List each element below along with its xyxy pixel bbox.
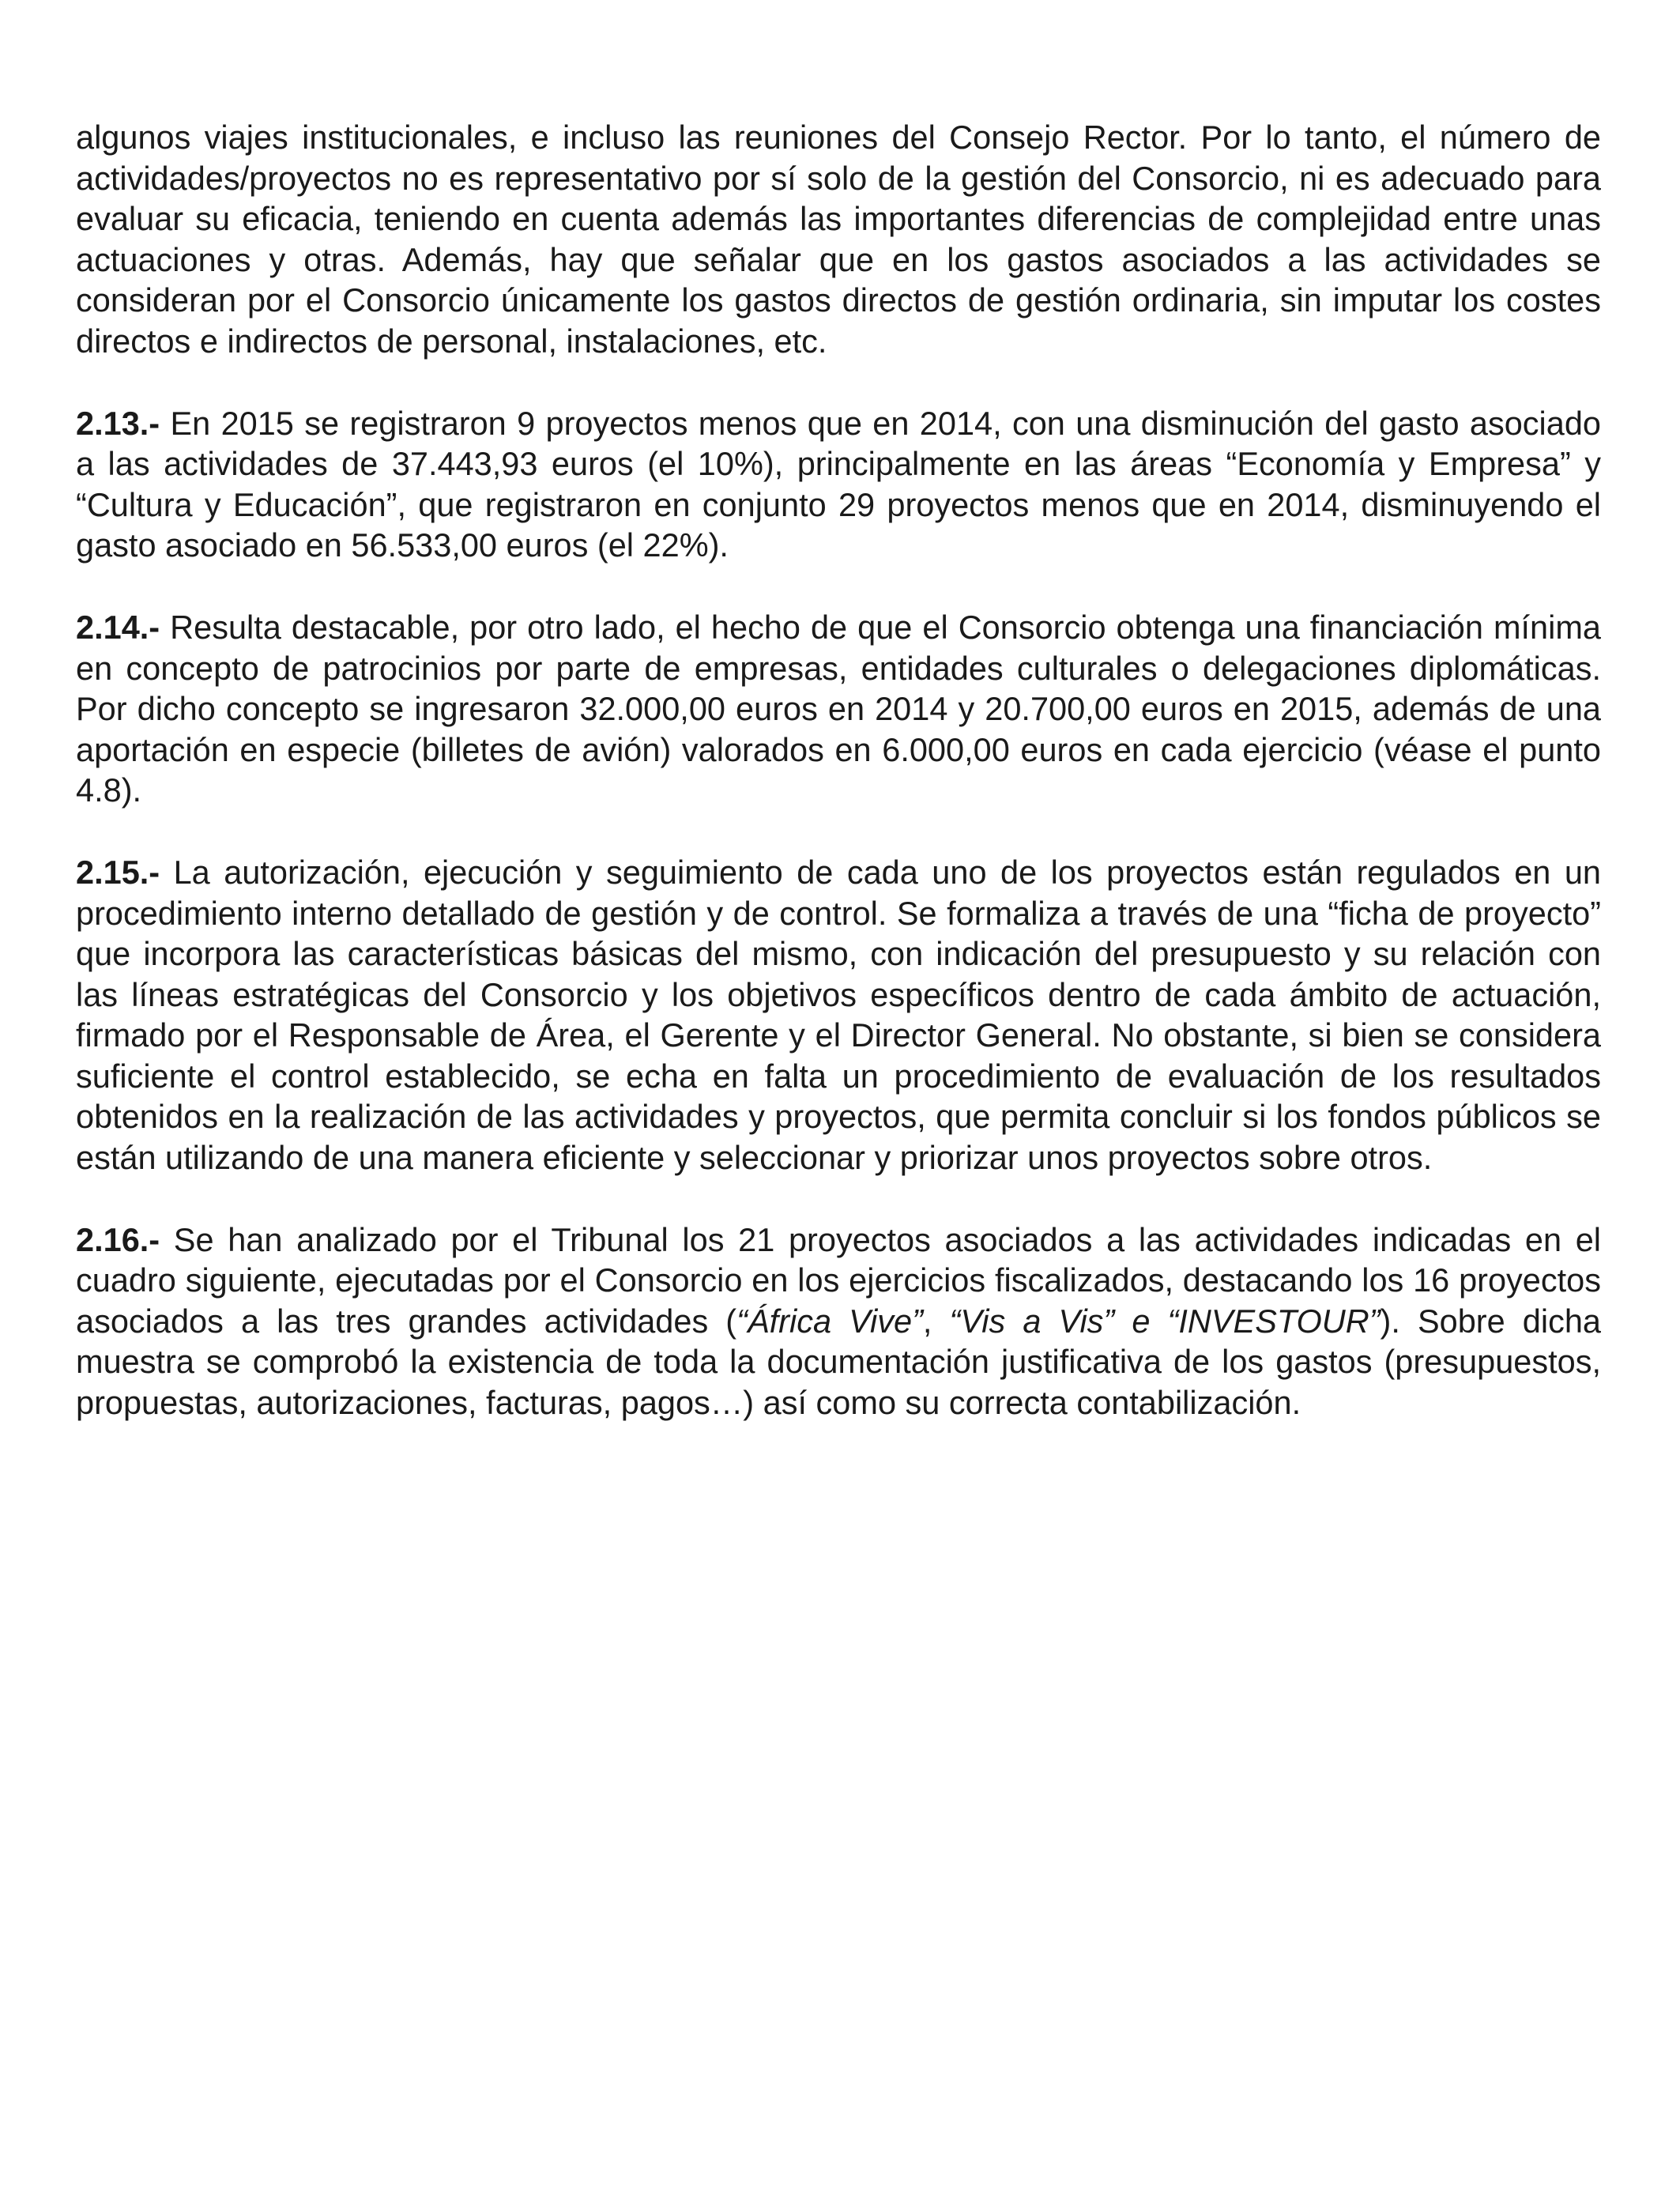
activity-name-vis-a-vis: “Vis a Vis” bbox=[949, 1302, 1115, 1340]
paragraph-2-15 bbox=[76, 852, 1601, 1178]
paragraph-number: 2.16.- bbox=[76, 1220, 160, 1258]
paragraph-text-continued: ). Sobre dicha muestra se comprobó la existencia de toda la documentación justificativa de los gastos (presupuestos, propuestas, autorizaciones, facturas, pagos…) así como su correcta contabilización. bbox=[76, 1302, 1602, 1422]
paragraph-2-14 bbox=[76, 607, 1601, 811]
paragraph-number: 2.15.- bbox=[76, 853, 160, 891]
paragraph-2-16 bbox=[76, 1220, 1601, 1423]
paragraph-text: En 2015 se registraron 9 proyectos menos que en 2014, con una disminución del gasto asociado a las actividades de 37.443,93 euros (el 10%), principalmente en las áreas “Economía y Empresa” y “Cultura y Educación”, que registraron en conjunto 29 proyectos menos que en 2014, disminuyendo el gasto asociado en 56.533,00 euros (el 22%). bbox=[76, 404, 1601, 564]
paragraph-2-13 bbox=[76, 403, 1601, 566]
paragraph-continuation bbox=[76, 117, 1601, 362]
paragraph-text: Se han analizado por el Tribunal los 21 proyectos asociados a las actividades indicadas en el cuadro siguiente, ejecutadas por el Consorcio en los ejercicios fiscalizados, destacando los 16 proyectos asociados a las tres grandes actividades ( bbox=[76, 1220, 1601, 1340]
paragraph-text: La autorización, ejecución y seguimiento de cada uno de los proyectos están regulados en un procedimiento interno detallado de gestión y de control. Se formaliza a través de una “ficha de proyecto” que incorpora las características básicas del mismo, con indicación del presupuesto y su relación con las líneas estratégicas del Consorcio y los objetivos específicos dentro de cada ámbito de actuación, firmado por el Responsable de Área, el Gerente y el Director General. No obstante, si bien se considera suficiente el control establecido, se echa en falta un procedimiento de evaluación de los resultados obtenidos en la realización de las actividades y proyectos, que permita concluir si los fondos públicos se están utilizando de una manera eficiente y seleccionar y priorizar unos proyectos sobre otros. bbox=[76, 853, 1602, 1177]
activity-name-africa-vive: “África Vive” bbox=[736, 1302, 923, 1340]
paragraph-text: Resulta destacable, por otro lado, el hecho de que el Consorcio obtenga una financiación mínima en concepto de patrocinios por parte de empresas, entidades culturales o delegaciones diplomáticas. Por dicho concepto se ingresaron 32.000,00 euros en 2014 y 20.700,00 euros en 2015, además de una aportación en especie (billetes de avión) valorados en 6.000,00 euros en cada ejercicio (véase el punto 4.8). bbox=[76, 608, 1602, 809]
paragraph-number: 2.13.- bbox=[76, 404, 160, 442]
separator: , bbox=[922, 1302, 950, 1340]
activity-name-investour: “INVESTOUR” bbox=[1167, 1302, 1381, 1340]
paragraph-text: algunos viajes institucionales, e incluso las reuniones del Consejo Rector. Por lo tanto, el número de actividades/proyectos no es representativo por sí solo de la gestión del Consorcio, ni es adecuado para evaluar su eficacia, teniendo en cuenta además las importantes diferencias de complejidad entre unas actuaciones y otras. Además, hay que señalar que en los gastos asociados a las actividades se consideran por el Consorcio únicamente los gastos directos de gestión ordinaria, sin imputar los costes directos e indirectos de personal, instalaciones, etc. bbox=[76, 119, 1601, 360]
separator: e bbox=[1114, 1302, 1168, 1340]
paragraph-number: 2.14.- bbox=[76, 608, 160, 646]
document-body bbox=[76, 117, 1601, 1465]
